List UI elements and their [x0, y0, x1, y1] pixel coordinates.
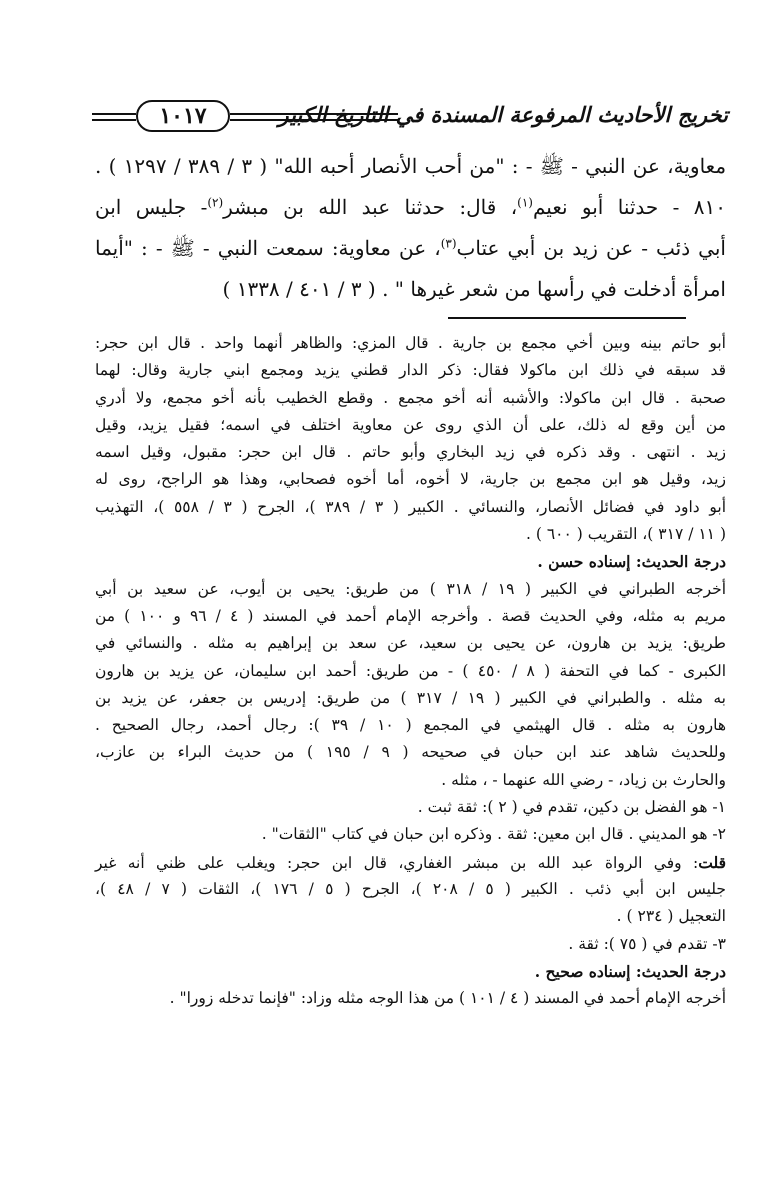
footnote-text: : وفي الرواة عبد الله بن مبشر الغفاري، قال ابن حجر: ويغلب على ظني أنه غير — [95, 853, 699, 872]
footnote-line: به مثله . والطبراني في الكبير ( ١٩ / ٣١٧ ) من طريق: إدريس بن جعفر، عن يزيد بن — [95, 688, 726, 707]
hadith-text: ٨١٠ - حدثنا أبو نعيم — [532, 195, 726, 219]
hadith-text: - جليس ابن — [95, 195, 208, 219]
footnote-line: مريم به مثله، وفي الحديث قصة . وأخرجه الإمام أحمد في المسند ( ٤ / ٩٦ و ١٠٠ ) من — [95, 606, 726, 625]
note-lead: قلت — [698, 852, 726, 872]
footnote-marker: (٢) — [207, 195, 224, 210]
hadith-grade: درجة الحديث: إسناده صحيح . — [534, 961, 726, 981]
footnote-marker: (١) — [517, 195, 533, 210]
footnote-line: ( ١١ / ٣١٧ )، التقريب ( ٦٠٠ ) . — [526, 525, 726, 544]
main-text-line: امرأة أدخلت في رأسها من شعر غيرها " . ( ٣ / ٤٠١ / ١٣٣٨ ) — [222, 277, 726, 301]
hadith-text: أبي ذئب - عن زيد بن أبي عتاب — [456, 236, 726, 260]
header-rule — [92, 113, 136, 121]
hadith-text: ، قال: حدثنا عبد الله بن مبشر — [223, 195, 518, 219]
footnote-marker: (٣) — [440, 236, 457, 251]
footnote-line: أبو داود في فضائل الأنصار، والنسائي . الكبير ( ٣ / ٣٨٩ )، الجرح ( ٣ / ٥٥٨ )، التهذيب — [95, 497, 727, 516]
footnote-separator — [448, 317, 686, 319]
footnote-line: الكبرى - كما في التحفة ( ٨ / ٤٥٠ ) - من طريق: أحمد ابن سليمان، عن يزيد بن هارون — [95, 661, 726, 680]
page-number: ١٠١٧ — [136, 100, 230, 132]
main-text-line: معاوية، عن النبي - ﷺ - : "من أحب الأنصار أحبه الله" ( ٣ / ٣٨٩ / ١٢٩٧ ) . — [95, 154, 727, 178]
main-text-line — [95, 187, 726, 228]
footnote-line: ٣- تقدم في ( ٧٥ ): ثقة . — [568, 934, 726, 953]
footnote-line: قد سبقه في ذلك ابن ماكولا فقال: ذكر الدار قطني يزيد ومجمع ابني جارية وقال: لهما — [95, 361, 726, 380]
footnote-line: والحارث بن زياد، - رضي الله عنهما - ، مثله . — [441, 770, 726, 789]
footnote-line: طريق: يزيد بن هارون، عن يحيى بن سعيد، عن سعد بن إبراهيم به مثله . والنسائي في — [95, 634, 726, 653]
footnote-line: أخرجه الطبراني في الكبير ( ١٩ / ٣١٨ ) من طريق: يحيى بن أيوب، عن سعيد بن أبي — [95, 579, 727, 598]
footnote-line: هارون به مثله . قال الهيثمي في المجمع ( ١٠ / ٣٩ ): رجال أحمد، رجال الصحيح . — [95, 716, 726, 735]
footnote-line: أخرجه الإمام أحمد في المسند ( ٤ / ١٠١ ) من هذا الوجه مثله وزاد: "فإنما تدخله زورا" . — [169, 989, 726, 1008]
page-header — [92, 100, 728, 134]
main-text-line — [95, 228, 726, 269]
hadith-grade: درجة الحديث: إسناده حسن . — [537, 552, 726, 572]
footnote-line: ٢- هو المديني . قال ابن معين: ثقة . وذكره ابن حبان في كتاب "الثقات" . — [261, 825, 726, 844]
footnote-line — [95, 849, 726, 876]
hadith-text: ، عن معاوية: سمعت النبي - ﷺ - : "أيما — [95, 236, 441, 260]
footnote-line: زيد . انتهى . وقد ذكره في زيد البخاري وأبو حاتم . قال ابن حجر: مقبول، وقيل اسمه — [95, 443, 726, 462]
footnote-line: زيد، وقيل هو ابن مجمع بن جارية، لا أخوه، أما أخوه فصحابي، وهذا هو الراجح، روى له — [95, 470, 726, 489]
footnote-line: التعجيل ( ٢٣٤ ) . — [616, 907, 726, 926]
footnote-line: من أين وقع له ذلك، على أن الذي روى عن معاوية اختلف في اسمه؛ فقيل يزيد، وقيل — [95, 415, 726, 434]
header-rule — [230, 113, 398, 121]
footnote-line: وللحديث شاهد عند ابن حبان في صحيحه ( ٩ / ١٩٥ ) من حديث البراء بن عازب، — [95, 743, 727, 762]
running-title: تخريج الأحاديث المرفوعة المسندة في التاريخ الكبير — [278, 102, 728, 127]
footnote-line: أبو حاتم بينه وبين أخي مجمع بن جارية . قال المزي: والظاهر أنهما واحد . قال ابن حجر: — [95, 334, 726, 352]
main-text — [95, 146, 726, 310]
footnotes — [95, 330, 726, 1012]
footnote-line: ١- هو الفضل بن دكين، تقدم في ( ٢ ): ثقة ثبت . — [417, 798, 726, 817]
footnote-line: جليس ابن أبي ذئب . الكبير ( ٥ / ٢٠٨ )، الجرح ( ٥ / ١٧٦ )، الثقات ( ٧ / ٤٨ )، — [95, 879, 727, 898]
footnote-line: صحبة . قال ابن ماكولا: والأشبه أنه أخو مجمع . وقطع الخطيب بأنه أخو مجمع، ولا أدري — [95, 388, 726, 407]
